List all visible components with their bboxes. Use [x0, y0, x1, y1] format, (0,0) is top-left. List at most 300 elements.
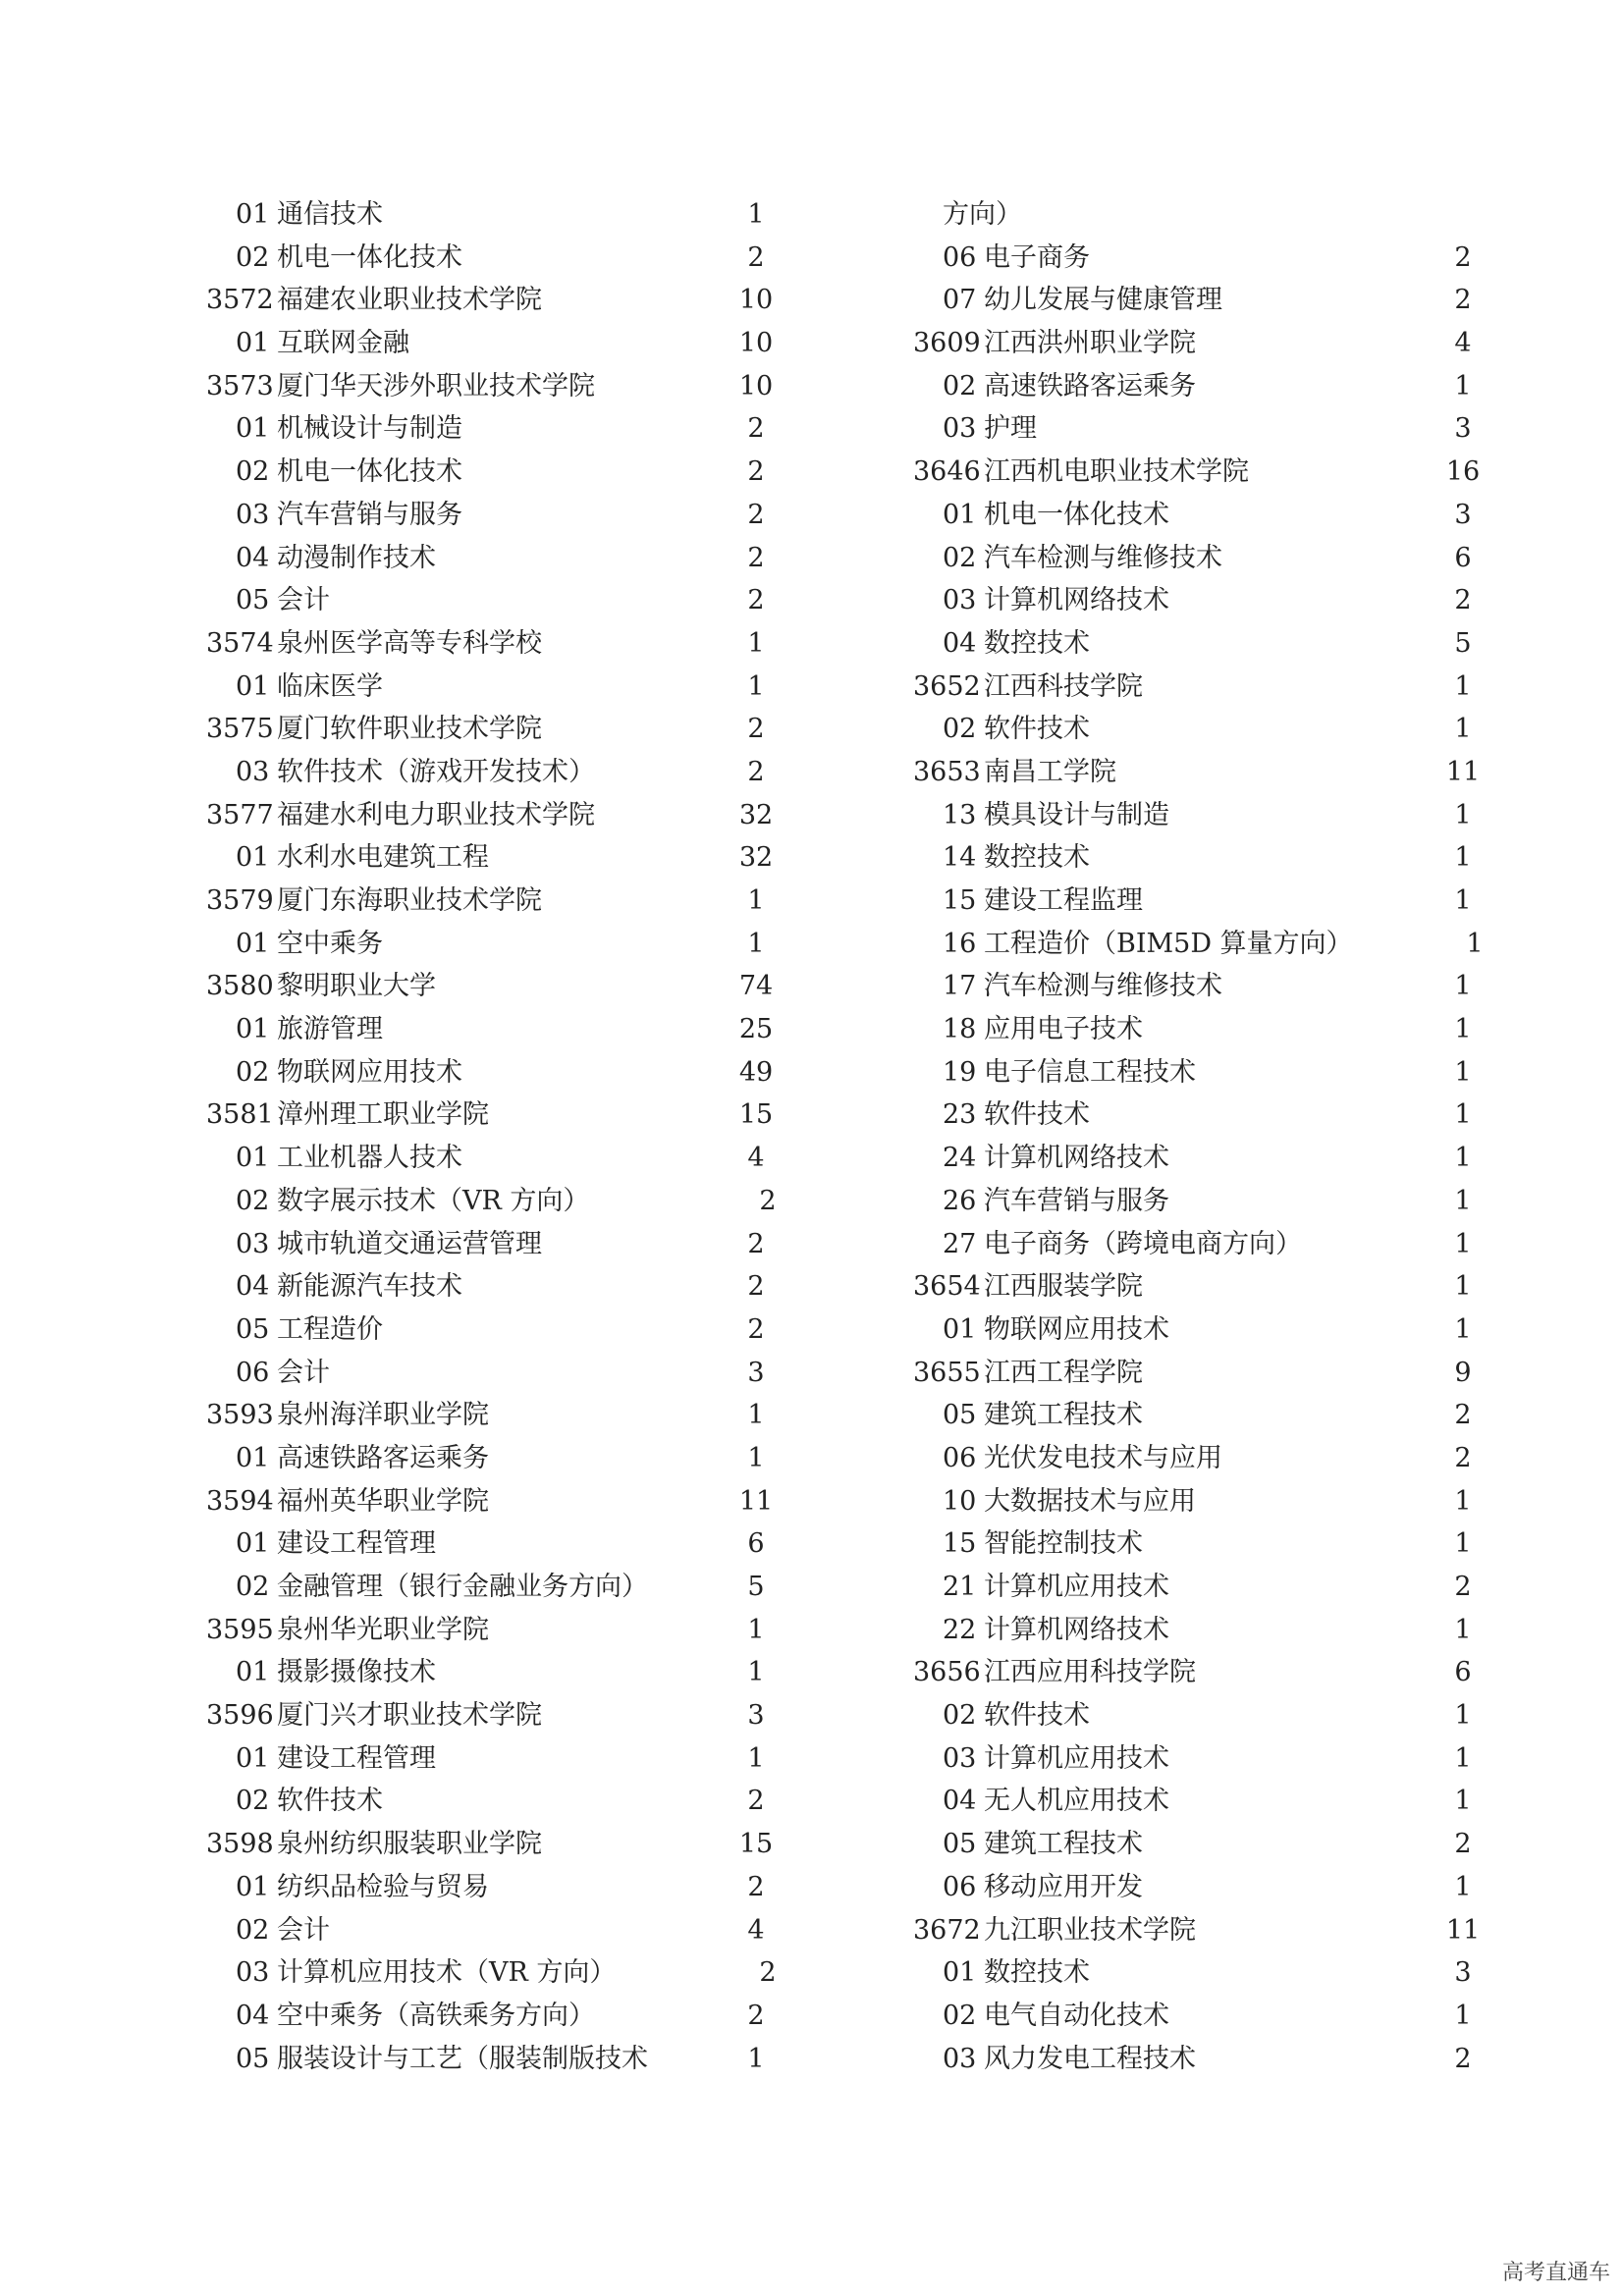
major-code: 18 [943, 1014, 977, 1045]
major-row [206, 1951, 795, 1995]
major-row [913, 1951, 1502, 1995]
major-row [913, 237, 1502, 280]
institution-code: 3581 [206, 1099, 274, 1131]
major-name: 计算机应用技术 [984, 1572, 1169, 1602]
institution-row [913, 1651, 1502, 1694]
institution-row [206, 965, 795, 1008]
institution-name: 福建农业职业技术学院 [277, 285, 542, 316]
quota-count: 1 [1454, 1056, 1472, 1088]
major-code: 04 [943, 1786, 977, 1817]
institution-code: 3652 [913, 670, 981, 702]
major-row [206, 1308, 795, 1352]
major-row [206, 1651, 795, 1694]
major-code: 10 [943, 1485, 977, 1517]
major-name: 软件技术 [984, 714, 1090, 745]
institution-name: 漳州理工职业学院 [277, 1099, 489, 1131]
institution-name: 泉州纺织服装职业学院 [277, 1829, 542, 1860]
institution-name: 江西科技学院 [984, 670, 1143, 702]
institution-code: 3595 [206, 1614, 274, 1645]
institution-name: 福州英华职业学院 [277, 1485, 489, 1517]
major-code: 05 [236, 2043, 270, 2074]
major-name: 汽车检测与维修技术 [984, 971, 1222, 1002]
major-name: 建设工程监理 [984, 885, 1143, 916]
major-name: 会计 [277, 1914, 330, 1946]
major-row [913, 537, 1502, 580]
institution-row [206, 1094, 795, 1137]
major-name: 智能控制技术 [984, 1528, 1143, 1560]
major-code: 23 [943, 1099, 977, 1131]
major-code: 01 [236, 1143, 270, 1174]
quota-count: 1 [747, 199, 765, 230]
quota-count: 1 [1454, 885, 1472, 916]
quota-count: 1 [747, 1442, 765, 1473]
major-name: 计算机网络技术 [984, 1614, 1169, 1645]
major-code: 03 [236, 1228, 270, 1259]
institution-name: 江西服装学院 [984, 1271, 1143, 1303]
major-name: 建设工程管理 [277, 1742, 436, 1774]
quota-count: 2 [1454, 1400, 1472, 1431]
quota-count: 1 [1454, 971, 1472, 1002]
quota-count: 1 [1454, 1786, 1472, 1817]
major-row [913, 1008, 1502, 1051]
major-name: 软件技术 [984, 1700, 1090, 1732]
major-code: 02 [236, 1056, 270, 1088]
quota-count: 1 [1454, 1485, 1472, 1517]
major-name: 新能源汽车技术 [277, 1271, 462, 1303]
major-code: 02 [236, 1185, 270, 1216]
quota-count: 6 [1454, 542, 1472, 573]
major-code: 16 [943, 928, 977, 959]
quota-count: 1 [1454, 1700, 1472, 1732]
major-code: 04 [236, 2000, 270, 2031]
major-row [206, 1522, 795, 1566]
major-row [913, 494, 1502, 537]
major-row [206, 322, 795, 365]
major-code: 03 [943, 585, 977, 616]
quota-count: 1 [1454, 1099, 1472, 1131]
institution-code: 3672 [913, 1914, 981, 1946]
major-code: 01 [236, 842, 270, 874]
major-name: 摄影摄像技术 [277, 1657, 436, 1688]
major-row [913, 1308, 1502, 1352]
major-code: 07 [943, 285, 977, 316]
quota-count: 2 [1454, 2043, 1472, 2074]
quota-count: 2 [1454, 585, 1472, 616]
major-name: 高速铁路客运乘务 [984, 370, 1196, 401]
major-code: 17 [943, 971, 977, 1002]
major-code: 06 [943, 1442, 977, 1473]
major-row [913, 923, 1502, 966]
major-code: 05 [943, 1400, 977, 1431]
major-row [913, 1437, 1502, 1480]
institution-row [913, 1352, 1502, 1395]
institution-name: 厦门软件职业技术学院 [277, 714, 542, 745]
major-code: 01 [236, 670, 270, 702]
institution-row [206, 1394, 795, 1437]
major-code: 02 [236, 456, 270, 488]
major-row [206, 1180, 795, 1223]
major-name: 数控技术 [984, 1957, 1090, 1989]
institution-code: 3655 [913, 1357, 981, 1388]
institution-name: 厦门东海职业技术学院 [277, 885, 542, 916]
major-code: 13 [943, 799, 977, 830]
major-name: 护理 [984, 413, 1037, 445]
quota-count: 1 [747, 1400, 765, 1431]
quota-count: 1 [747, 627, 765, 659]
major-code: 26 [943, 1185, 977, 1216]
major-row [913, 2038, 1502, 2081]
major-code: 04 [236, 542, 270, 573]
quota-count: 2 [747, 2000, 765, 2031]
quota-count: 6 [747, 1528, 765, 1560]
quota-count: 2 [1454, 285, 1472, 316]
major-code: 06 [236, 1357, 270, 1388]
major-name: 模具设计与制造 [984, 799, 1169, 830]
major-name: 软件技术 [984, 1099, 1090, 1131]
quota-count: 4 [1454, 328, 1472, 359]
quota-count: 2 [747, 1786, 765, 1817]
major-code: 06 [943, 241, 977, 273]
major-name: 旅游管理 [277, 1014, 383, 1045]
major-row [913, 1694, 1502, 1737]
major-name: 风力发电工程技术 [984, 2043, 1196, 2074]
major-row [913, 1995, 1502, 2038]
major-name: 工程造价 [277, 1313, 383, 1345]
institution-code: 3593 [206, 1400, 274, 1431]
institution-name: 南昌工学院 [984, 756, 1116, 787]
major-name: 机电一体化技术 [984, 499, 1169, 530]
major-code: 21 [943, 1572, 977, 1602]
major-row [913, 1094, 1502, 1137]
quota-count: 32 [738, 799, 774, 830]
major-code: 01 [943, 499, 977, 530]
major-name: 应用电子技术 [984, 1014, 1143, 1045]
major-code: 02 [943, 1700, 977, 1732]
major-row [913, 1394, 1502, 1437]
major-name: 计算机网络技术 [984, 585, 1169, 616]
major-name: 城市轨道交通运营管理 [277, 1228, 542, 1259]
major-row [206, 237, 795, 280]
institution-name: 黎明职业大学 [277, 971, 436, 1002]
quota-count: 2 [759, 1185, 777, 1216]
quota-count: 3 [1454, 499, 1472, 530]
right-column [913, 193, 1502, 2080]
major-code: 01 [943, 1957, 977, 1989]
major-row [206, 1866, 795, 1909]
major-name: 计算机应用技术 [984, 1742, 1169, 1774]
institution-code: 3653 [913, 756, 981, 787]
institution-name: 厦门华天涉外职业技术学院 [277, 370, 595, 401]
major-row [913, 794, 1502, 837]
major-code: 05 [236, 585, 270, 616]
major-row [206, 451, 795, 494]
major-row [913, 1609, 1502, 1652]
major-code: 05 [236, 1313, 270, 1345]
quota-count: 1 [1454, 799, 1472, 830]
major-row [913, 365, 1502, 408]
major-code: 01 [236, 328, 270, 359]
major-row [206, 1780, 795, 1823]
major-row [206, 579, 795, 622]
major-row [913, 279, 1502, 322]
major-row [913, 1137, 1502, 1180]
major-row [913, 965, 1502, 1008]
major-code: 02 [236, 1786, 270, 1817]
quota-count: 1 [1454, 1742, 1472, 1774]
major-name: 无人机应用技术 [984, 1786, 1169, 1817]
quota-count: 10 [738, 370, 774, 401]
major-row [206, 2038, 795, 2081]
major-code: 01 [236, 1871, 270, 1902]
institution-row [206, 708, 795, 751]
institution-name: 江西机电职业技术学院 [984, 456, 1249, 488]
major-name: 物联网应用技术 [277, 1056, 462, 1088]
institution-row [206, 1609, 795, 1652]
major-row [206, 1995, 795, 2038]
major-row [913, 1480, 1502, 1523]
quota-count: 1 [1454, 1228, 1472, 1259]
major-code: 19 [943, 1056, 977, 1088]
major-row [206, 1909, 795, 1952]
major-name: 数控技术 [984, 842, 1090, 874]
major-name: 会计 [277, 585, 330, 616]
major-row [206, 494, 795, 537]
institution-name: 福建水利电力职业技术学院 [277, 799, 595, 830]
quota-count: 1 [1454, 1871, 1472, 1902]
major-row [206, 193, 795, 237]
institution-code: 3572 [206, 285, 274, 316]
major-code: 03 [943, 2043, 977, 2074]
major-name: 方向） [943, 199, 1022, 230]
major-code: 02 [236, 241, 270, 273]
major-code: 01 [236, 1442, 270, 1473]
major-name: 通信技术 [277, 199, 383, 230]
quota-count: 15 [738, 1829, 774, 1860]
quota-count: 1 [1454, 842, 1472, 874]
major-row [913, 1522, 1502, 1566]
major-row [913, 708, 1502, 751]
major-code: 14 [943, 842, 977, 874]
major-name: 建设工程管理 [277, 1528, 436, 1560]
major-code: 03 [236, 1957, 270, 1989]
major-name: 会计 [277, 1357, 330, 1388]
major-code: 02 [943, 2000, 977, 2031]
major-code: 02 [236, 1914, 270, 1946]
major-row [913, 622, 1502, 666]
major-name: 电气自动化技术 [984, 2000, 1169, 2031]
quota-count: 2 [747, 1313, 765, 1345]
major-name: 高速铁路客运乘务 [277, 1442, 489, 1473]
major-code: 03 [236, 756, 270, 787]
quota-count: 3 [747, 1700, 765, 1732]
institution-code: 3656 [913, 1657, 981, 1688]
major-row [206, 1265, 795, 1308]
quota-count: 5 [747, 1572, 765, 1602]
major-row [206, 1352, 795, 1395]
quota-count: 2 [759, 1957, 777, 1989]
quota-count: 3 [747, 1357, 765, 1388]
major-name: 机械设计与制造 [277, 413, 462, 445]
major-name: 电子商务（跨境电商方向） [984, 1228, 1302, 1259]
quota-count: 1 [1454, 1271, 1472, 1303]
institution-row [206, 1480, 795, 1523]
institution-row [206, 794, 795, 837]
institution-name: 泉州医学高等专科学校 [277, 627, 542, 659]
quota-count: 10 [738, 285, 774, 316]
major-name: 计算机网络技术 [984, 1143, 1169, 1174]
institution-code: 3646 [913, 456, 981, 488]
major-name: 纺织品检验与贸易 [277, 1871, 489, 1902]
major-code: 06 [943, 1871, 977, 1902]
quota-count: 3 [1454, 1957, 1472, 1989]
institution-code: 3596 [206, 1700, 274, 1732]
major-code: 24 [943, 1143, 977, 1174]
major-row [206, 666, 795, 709]
major-name: 电子商务 [984, 241, 1090, 273]
major-name: 数控技术 [984, 627, 1090, 659]
quota-count: 2 [747, 714, 765, 745]
major-row [913, 1866, 1502, 1909]
major-code: 01 [236, 1657, 270, 1688]
major-name: 工业机器人技术 [277, 1143, 462, 1174]
quota-count: 2 [747, 585, 765, 616]
quota-count: 1 [1454, 1614, 1472, 1645]
quota-count: 1 [1454, 1313, 1472, 1345]
quota-count: 2 [747, 241, 765, 273]
quota-count: 2 [1454, 241, 1472, 273]
quota-count: 1 [747, 2043, 765, 2074]
institution-row [913, 666, 1502, 709]
major-name: 机电一体化技术 [277, 241, 462, 273]
major-name: 物联网应用技术 [984, 1313, 1169, 1345]
major-name: 计算机应用技术（VR 方向） [277, 1957, 617, 1989]
major-code: 01 [236, 1742, 270, 1774]
major-code: 04 [236, 1271, 270, 1303]
quota-count: 1 [1454, 714, 1472, 745]
quota-count: 6 [1454, 1657, 1472, 1688]
major-row [913, 1823, 1502, 1866]
major-code: 01 [236, 413, 270, 445]
major-row [913, 1223, 1502, 1266]
major-row [206, 1566, 795, 1609]
quota-count: 25 [738, 1014, 774, 1045]
major-row [206, 1737, 795, 1781]
institution-row [206, 880, 795, 923]
major-row [206, 537, 795, 580]
quota-count: 2 [747, 542, 765, 573]
major-name: 空中乘务 [277, 928, 383, 959]
major-name: 数字展示技术（VR 方向） [277, 1185, 590, 1216]
major-code: 02 [943, 542, 977, 573]
major-code: 01 [236, 1014, 270, 1045]
major-row [206, 1051, 795, 1095]
quota-count: 11 [1445, 756, 1481, 787]
major-name: 汽车检测与维修技术 [984, 542, 1222, 573]
institution-code: 3574 [206, 627, 274, 659]
major-code: 03 [943, 1742, 977, 1774]
quota-count: 1 [747, 1614, 765, 1645]
major-row [913, 1051, 1502, 1095]
quota-count: 1 [1466, 928, 1484, 959]
institution-row [913, 451, 1502, 494]
major-row [206, 1008, 795, 1051]
quota-count: 2 [1454, 1829, 1472, 1860]
quota-count: 1 [1454, 1185, 1472, 1216]
major-row [913, 1737, 1502, 1781]
footer-watermark: 高考直通车 [1501, 2261, 1610, 2285]
major-name: 互联网金融 [277, 328, 409, 359]
major-name: 水利水电建筑工程 [277, 842, 489, 874]
quota-count: 10 [738, 328, 774, 359]
institution-code: 3594 [206, 1485, 274, 1517]
major-code: 02 [943, 370, 977, 401]
major-code: 15 [943, 1528, 977, 1560]
quota-count: 1 [747, 1657, 765, 1688]
quota-count: 1 [1454, 370, 1472, 401]
major-name: 金融管理（银行金融业务方向） [277, 1572, 648, 1602]
major-name: 幼儿发展与健康管理 [984, 285, 1222, 316]
major-code: 01 [236, 199, 270, 230]
quota-count: 1 [1454, 1014, 1472, 1045]
institution-row [206, 622, 795, 666]
major-name: 电子信息工程技术 [984, 1056, 1196, 1088]
major-code: 03 [943, 413, 977, 445]
major-row [913, 1566, 1502, 1609]
major-row [206, 1137, 795, 1180]
quota-count: 32 [738, 842, 774, 874]
institution-name: 江西应用科技学院 [984, 1657, 1196, 1688]
institution-name: 九江职业技术学院 [984, 1914, 1196, 1946]
institution-name: 泉州海洋职业学院 [277, 1400, 489, 1431]
major-row [913, 880, 1502, 923]
major-code: 15 [943, 885, 977, 916]
institution-code: 3577 [206, 799, 274, 830]
quota-count: 15 [738, 1099, 774, 1131]
quota-count: 9 [1454, 1357, 1472, 1388]
major-row [913, 193, 1502, 237]
quota-count: 2 [747, 413, 765, 445]
institution-name: 厦门兴才职业技术学院 [277, 1700, 542, 1732]
major-code: 04 [943, 627, 977, 659]
major-code: 05 [943, 1829, 977, 1860]
major-row [913, 579, 1502, 622]
major-code: 01 [943, 1313, 977, 1345]
quota-count: 2 [747, 456, 765, 488]
major-name: 服装设计与工艺（服装制版技术 [277, 2043, 648, 2074]
major-row [206, 1437, 795, 1480]
major-code: 22 [943, 1614, 977, 1645]
institution-row [913, 1265, 1502, 1308]
institution-row [913, 1909, 1502, 1952]
major-name: 软件技术（游戏开发技术） [277, 756, 595, 787]
institution-code: 3575 [206, 714, 274, 745]
major-name: 动漫制作技术 [277, 542, 436, 573]
quota-count: 2 [1454, 1442, 1472, 1473]
quota-count: 4 [747, 1914, 765, 1946]
major-name: 软件技术 [277, 1786, 383, 1817]
major-code: 01 [236, 928, 270, 959]
major-name: 移动应用开发 [984, 1871, 1143, 1902]
institution-row [206, 365, 795, 408]
institution-code: 3573 [206, 370, 274, 401]
major-row [913, 836, 1502, 880]
institution-code: 3580 [206, 971, 274, 1002]
major-name: 大数据技术与应用 [984, 1485, 1196, 1517]
quota-count: 2 [747, 1228, 765, 1259]
major-name: 汽车营销与服务 [277, 499, 462, 530]
institution-row [913, 322, 1502, 365]
quota-count: 2 [747, 756, 765, 787]
